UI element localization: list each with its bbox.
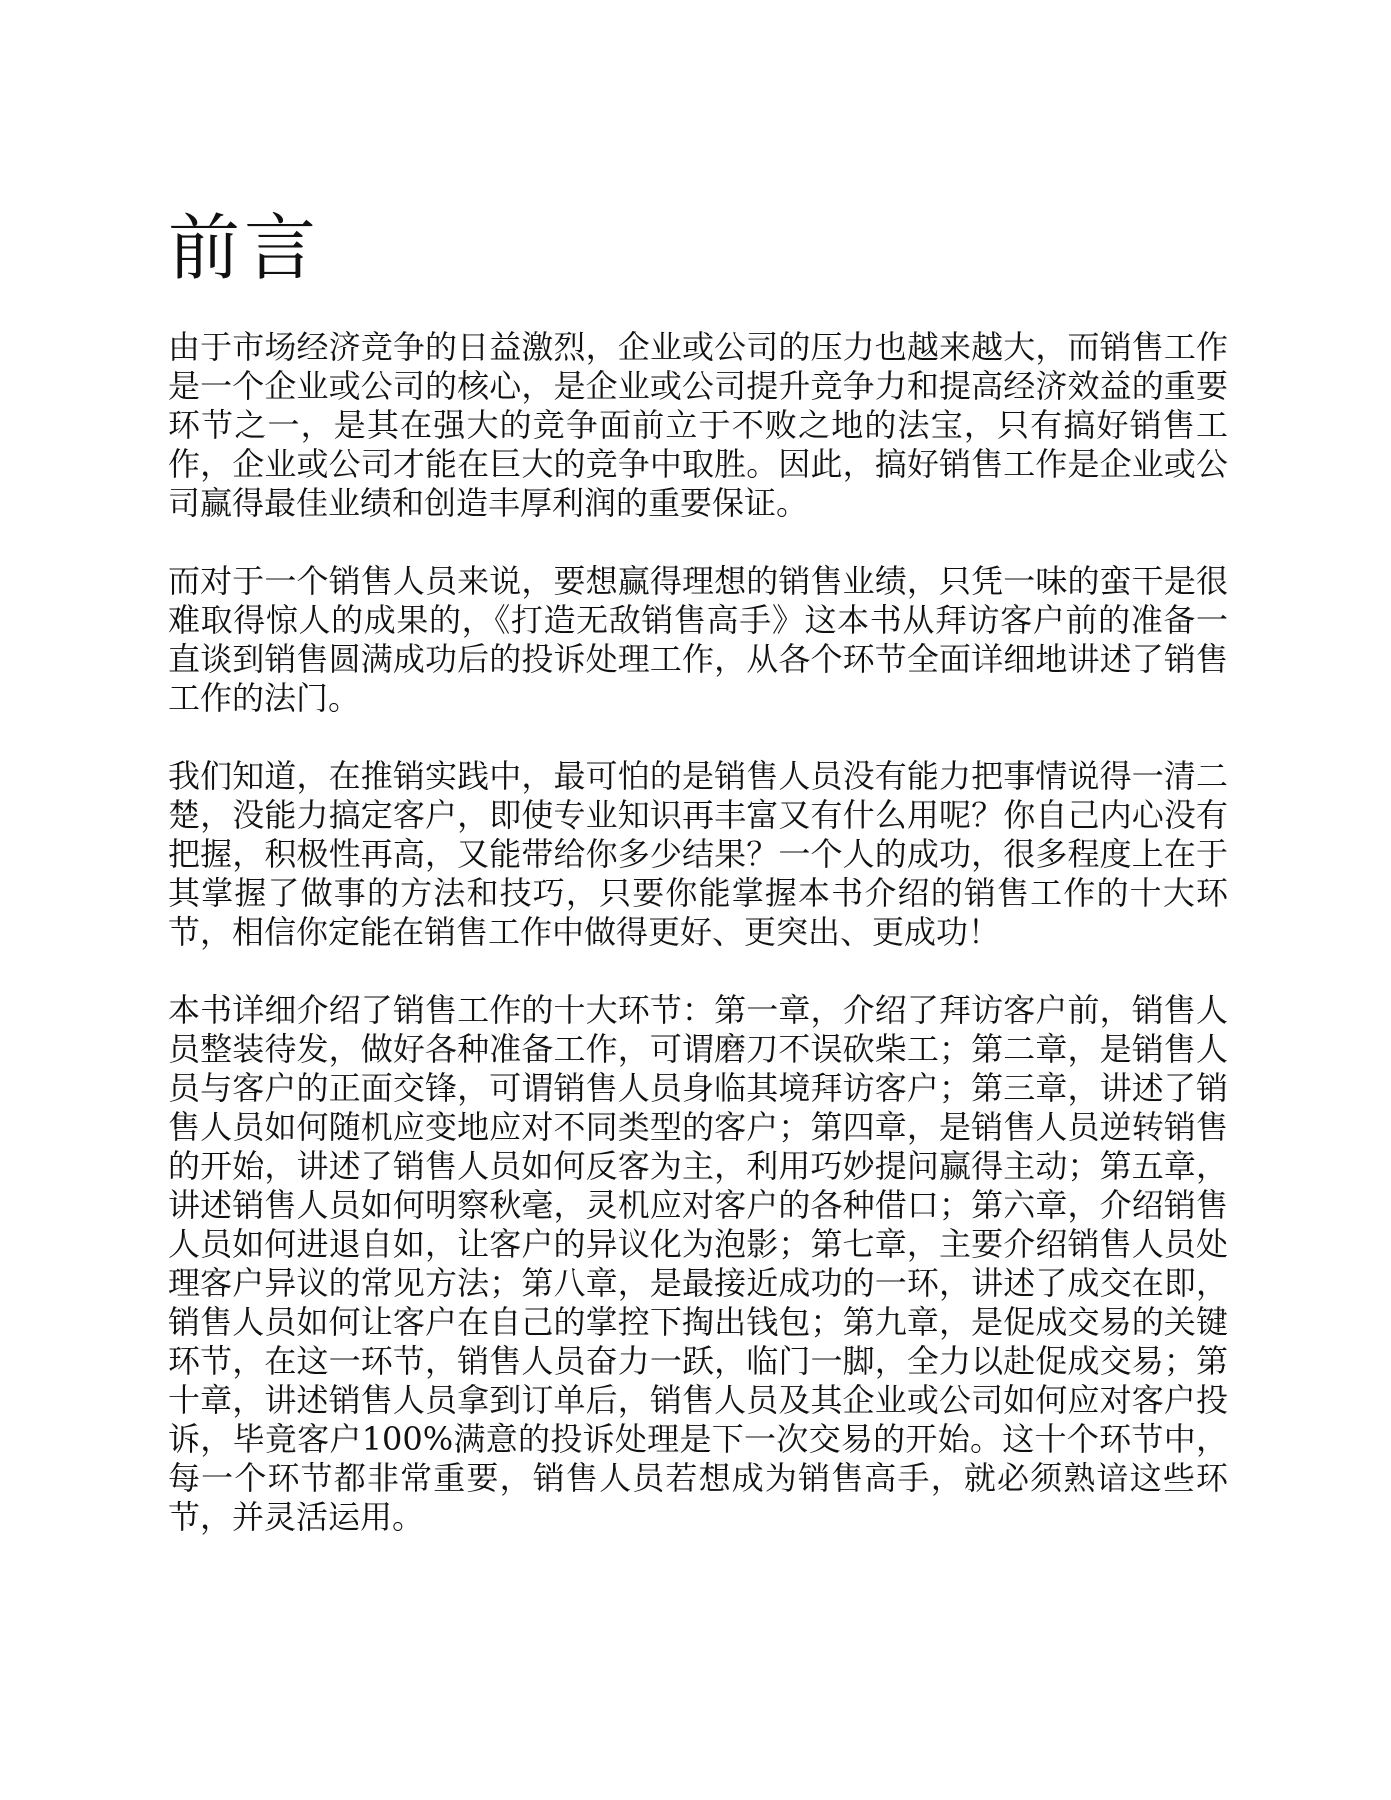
paragraph-2: 而对于一个销售人员来说，要想赢得理想的销售业绩，只凭一味的蛮干是很难取得惊人的成果的，《打造无敌销售高手》这本书从拜访客户前的准备一直谈到销售圆满成功后的投诉处理工作，从各个环节全面详细地讲述了销售工作的法门。 [168, 562, 1228, 717]
paragraph-1: 由于市场经济竞争的日益激烈，企业或公司的压力也越来越大，而销售工作是一个企业或公司的核心，是企业或公司提升竞争力和提高经济效益的重要环节之一，是其在强大的竞争面前立于不败之地的法宝，只有搞好销售工作，企业或公司才能在巨大的竞争中取胜。因此，搞好销售工作是企业或公司赢得最佳业绩和创造丰厚利润的重要保证。 [168, 328, 1228, 522]
paragraph-4: 本书详细介绍了销售工作的十大环节：第一章，介绍了拜访客户前，销售人员整装待发，做好各种准备工作，可谓磨刀不误砍柴工；第二章，是销售人员与客户的正面交锋，可谓销售人员身临其境拜访客户；第三章，讲述了销售人员如何随机应变地应对不同类型的客户；第四章，是销售人员逆转销售的开始，讲述了销售人员如何反客为主，利用巧妙提问赢得主动；第五章，讲述销售人员如何明察秋毫，灵机应对客户的各种借口；第六章，介绍销售人员如何进退自如，让客户的异议化为泡影；第七章，主要介绍销售人员处理客户异议的常见方法；第八章，是最接近成功的一环，讲述了成交在即，销售人员如何让客户在自己的掌控下掏出钱包；第九章，是促成交易的关键环节，在这一环节，销售人员奋力一跃，临门一脚，全力以赴促成交易；第十章，讲述销售人员拿到订单后，销售人员及其企业或公司如何应对客户投诉，毕竟客户100%满意的投诉处理是下一次交易的开始。这十个环节中，每一个环节都非常重要，销售人员若想成为销售高手，就必须熟谙这些环节，并灵活运用。 [168, 991, 1228, 1536]
paragraph-3: 我们知道，在推销实践中，最可怕的是销售人员没有能力把事情说得一清二楚，没能力搞定客户，即使专业知识再丰富又有什么用呢？你自己内心没有把握，积极性再高，又能带给你多少结果？一个人的成功，很多程度上在于其掌握了做事的方法和技巧，只要你能掌握本书介绍的销售工作的十大环节，相信你定能在销售工作中做得更好、更突出、更成功！ [168, 757, 1228, 951]
page-title: 前言 [168, 206, 321, 290]
document-body [168, 328, 1228, 1576]
